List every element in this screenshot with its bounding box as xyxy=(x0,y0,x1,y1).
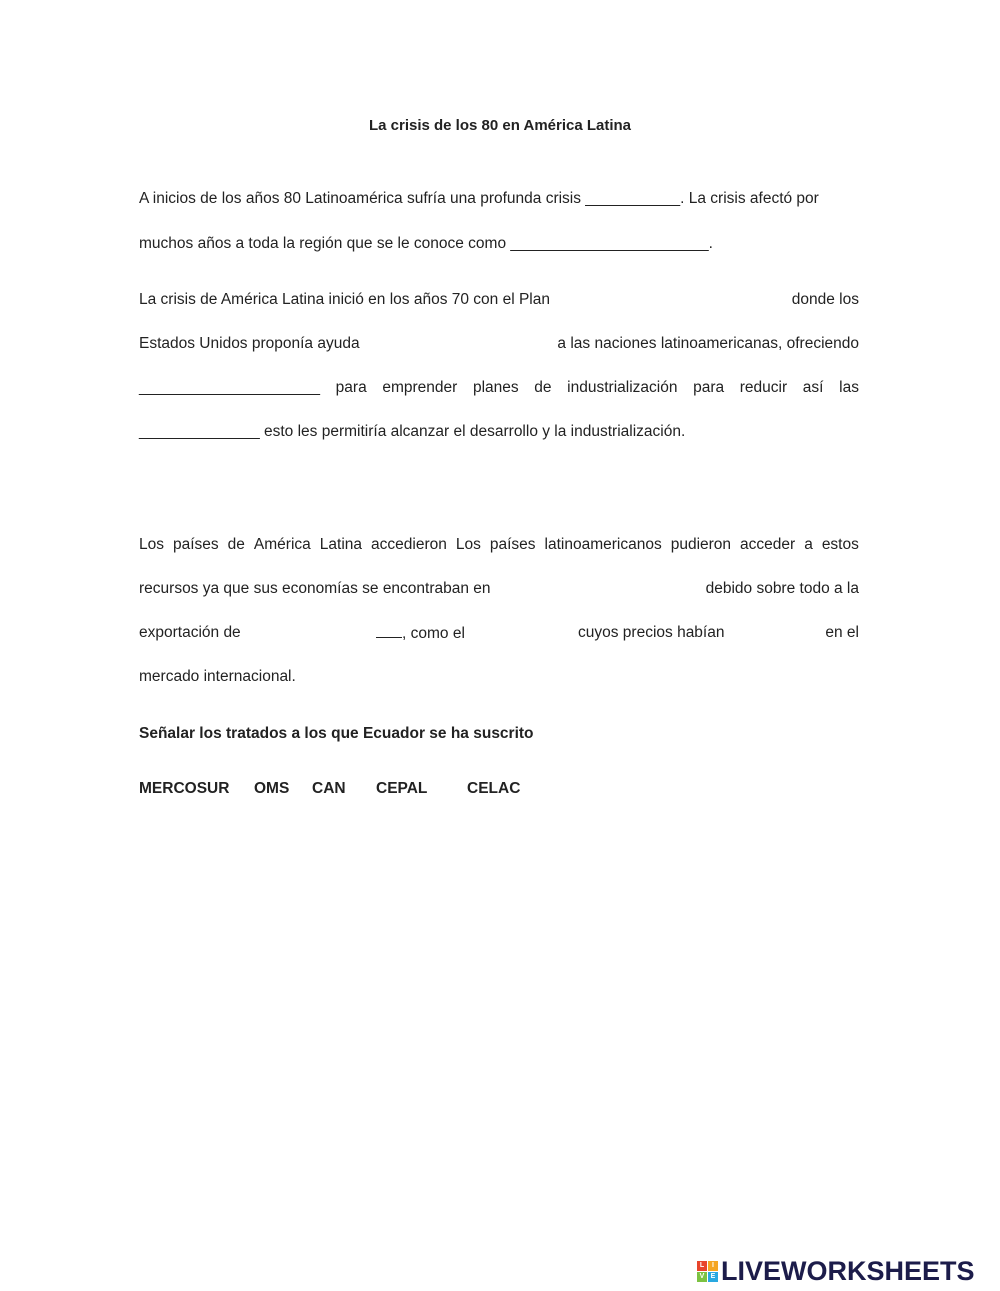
p2-word: para xyxy=(335,379,367,396)
p2-word: reducir xyxy=(739,379,788,396)
p3-line2-text-b: debido sobre todo a la xyxy=(705,580,859,597)
p3-word: países xyxy=(489,536,536,553)
option-cepal[interactable]: CEPAL xyxy=(376,780,428,797)
p2-line1-text-b: donde los xyxy=(791,291,859,308)
logo-block: I xyxy=(708,1261,718,1271)
paragraph-2-line-3 xyxy=(139,378,859,398)
paragraph-2-line-4: ______________ esto les permitiría alcanzar el desarrollo y la industrialización. xyxy=(139,423,686,440)
p2-line2-text-b: a las naciones latinoamericanas, ofreciendo xyxy=(557,335,859,352)
p2-word: de xyxy=(534,379,552,396)
paragraph-2-line-2 xyxy=(139,334,859,354)
p3-word: accedieron xyxy=(371,536,447,553)
logo-block: L xyxy=(697,1261,707,1271)
p3-word: Los xyxy=(139,536,164,553)
paragraph-1-line-1: A inicios de los años 80 Latinoamérica sufría una profunda crisis ___________. La crisis afectó por xyxy=(139,190,819,207)
p3-word: pudieron xyxy=(670,536,732,553)
answer-blank xyxy=(376,623,402,638)
p3-word: Los xyxy=(455,536,481,553)
paragraph-3-line-4: mercado internacional. xyxy=(139,668,296,685)
logo-text: LIVEWORKSHEETS xyxy=(721,1255,975,1286)
p2-word: así xyxy=(802,379,824,396)
p2-word: las xyxy=(839,379,859,396)
p3-word: estos xyxy=(821,536,859,553)
p2-line1-text-a: La crisis de América Latina inició en los años 70 con el Plan xyxy=(139,291,550,308)
paragraph-3-line-1 xyxy=(139,535,859,555)
p3-word: Latina xyxy=(319,536,363,553)
p3-line2-text-a: recursos ya que sus economías se encontraban en xyxy=(139,580,491,597)
liveworksheets-logo xyxy=(697,1256,997,1286)
option-can[interactable]: CAN xyxy=(312,780,346,797)
p3-word: América xyxy=(253,536,311,553)
p3-line3-text-c: cuyos precios habían xyxy=(578,624,725,641)
paragraph-1-line-2: muchos años a toda la región que se le conoce como _______________________. xyxy=(139,235,713,252)
p2-word: para xyxy=(693,379,725,396)
logo-block: V xyxy=(697,1272,707,1282)
p3-word: países xyxy=(173,536,219,553)
p3-line3-text-b: , como el xyxy=(402,625,465,642)
logo-block: E xyxy=(708,1272,718,1282)
page-title: La crisis de los 80 en América Latina xyxy=(368,117,632,134)
option-celac[interactable]: CELAC xyxy=(467,780,521,797)
p2-word: industrialización xyxy=(567,379,678,396)
p3-line3-blank-group xyxy=(376,623,465,644)
paragraph-2-line-1 xyxy=(139,290,859,310)
paragraph-3-line-2 xyxy=(139,579,859,599)
logo-blocks-icon xyxy=(697,1261,718,1282)
option-mercosur[interactable]: MERCOSUR xyxy=(139,780,230,797)
p3-word: de xyxy=(227,536,245,553)
p2-word: emprender xyxy=(382,379,458,396)
question-heading: Señalar los tratados a los que Ecuador se ha suscrito xyxy=(139,725,534,742)
p2-line2-text-a: Estados Unidos proponía ayuda xyxy=(139,335,360,352)
p3-word: a xyxy=(804,536,813,553)
option-oms[interactable]: OMS xyxy=(254,780,290,797)
p3-line3-text-a: exportación de xyxy=(139,624,241,641)
p3-line3-text-d: en el xyxy=(825,624,859,641)
p3-word: acceder xyxy=(740,536,796,553)
p2-word: planes xyxy=(472,379,519,396)
p3-word: latinoamericanos xyxy=(544,536,662,553)
p2-word: _____________________ xyxy=(139,379,321,396)
